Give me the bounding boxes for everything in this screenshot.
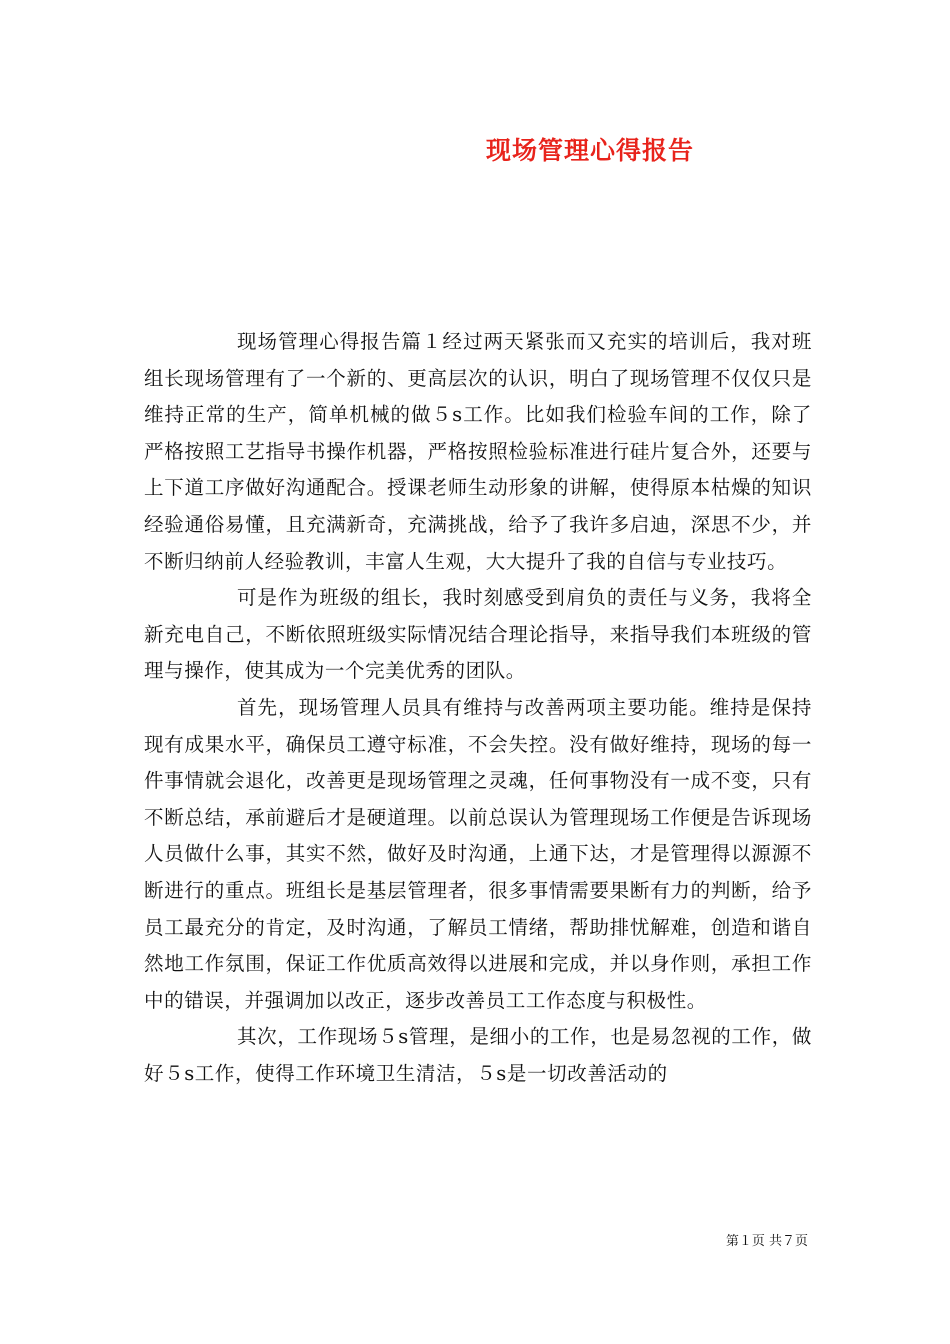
paragraph-3: 首先，现场管理人员具有维持与改善两项主要功能。维持是保持现有成果水平，确保员工遵守标准，不会失控。没有做好维持，现场的每一件事情就会退化，改善更是现场管理之灵魂，任何事物没有一成不变，只有不断总结，承前避后才是硬道理。以前总误认为管理现场工作便是告诉现场人员做什么事，其实不然，做好及时沟通，上通下达，才是管理得以源源不断进行的重点。班组长是基层管理者，很多事情需要果断有力的判断，给予员工最充分的肯定，及时沟通，了解员工情绪，帮助排忧解难，创造和谐自然地工作氛围，保证工作优质高效得以进展和完成，并以身作则，承担工作中的错误，并强调加以改正，逐步改善员工工作态度与积极性。 <box>144 695 812 1012</box>
document-body <box>144 324 812 1092</box>
page-number-footer: 第１页 共７页 <box>725 1234 808 1249</box>
paragraph-1: 现场管理心得报告篇１经过两天紧张而又充实的培训后，我对班组长现场管理有了一个新的、更高层次的认识，明白了现场管理不仅仅只是维持正常的生产，简单机械的做５s工作。比如我们检验车间的工作，除了严格按照工艺指导书操作机器，严格按照检验标准进行硅片复合外，还要与上下道工序做好沟通配合。授课老师生动形象的讲解，使得原本枯燥的知识经验通俗易懂，且充满新奇，充满挑战，给予了我许多启迪，深思不少，并不断归纳前人经验教训，丰富人生观，大大提升了我的自信与专业技巧。 <box>144 330 812 573</box>
document-title: 现场管理心得报告 <box>485 136 694 165</box>
paragraph-4: 其次，工作现场５s管理，是细小的工作，也是易忽视的工作，做好５s工作，使得工作环境卫生清洁，５s是一切改善活动的 <box>144 1025 812 1085</box>
paragraph-2: 可是作为班级的组长，我时刻感受到肩负的责任与义务，我将全新充电自己，不断依照班级实际情况结合理论指导，来指导我们本班级的管理与操作，使其成为一个完美优秀的团队。 <box>144 586 812 683</box>
